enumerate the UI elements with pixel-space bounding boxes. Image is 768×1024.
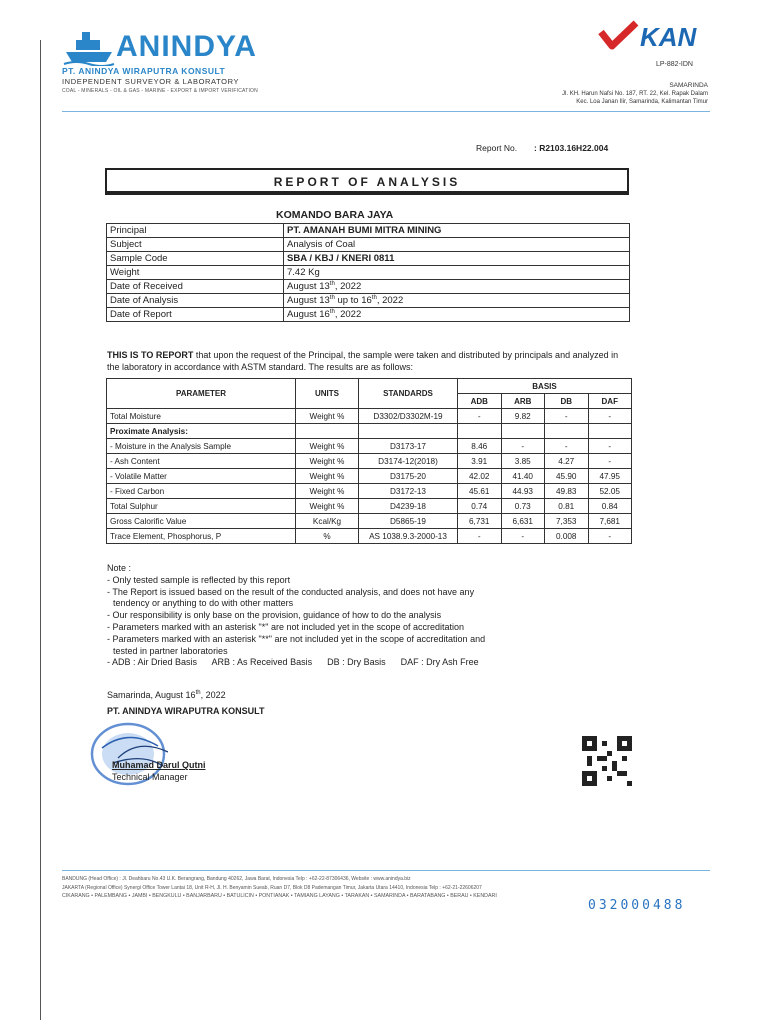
note-line: - Parameters marked with an asterisk "*" are not included yet in the scope of accreditation	[107, 621, 465, 632]
cell-parameter: Total Moisture	[107, 409, 296, 424]
kan-check-icon	[598, 20, 640, 50]
company-tagline: INDEPENDENT SURVEYOR & LABORATORY	[62, 77, 240, 86]
info-row	[107, 238, 630, 252]
cell-arb: 9.82	[501, 409, 545, 424]
note-line: Note :	[107, 563, 132, 573]
section-label: Proximate Analysis:	[107, 424, 296, 439]
cell-parameter: - Volatile Matter	[107, 469, 296, 484]
cell-units: Kcal/Kg	[296, 514, 359, 529]
cell-standard: D3174-12(2018)	[359, 454, 458, 469]
cell-arb: 41.40	[501, 469, 545, 484]
cell-adb: -	[458, 409, 502, 424]
cell-db: 0.008	[545, 529, 589, 544]
report-title: REPORT OF ANALYSIS	[105, 168, 629, 195]
notes-block	[107, 563, 607, 669]
signer-name: Muhamad Darul Qutni	[112, 760, 206, 770]
col-parameter: PARAMETER	[107, 379, 296, 409]
note-line: tendency or anything to do with other matters	[113, 598, 294, 609]
note-line: - ADB : Air Dried Basis ARB : As Received Basis DB : Dry Basis DAF : Dry Ash Free	[107, 657, 479, 668]
cell-parameter: Total Sulphur	[107, 499, 296, 514]
address-city: SAMARINDA	[669, 82, 708, 89]
cell-db: 7,353	[545, 514, 589, 529]
cell-standard: D3175-20	[359, 469, 458, 484]
note-line: tested in partner laboratories	[113, 645, 228, 656]
cell-db: 4.27	[545, 454, 589, 469]
info-label: Sample Code	[107, 252, 284, 266]
cell-daf: 52.05	[588, 484, 632, 499]
note-line: - The Report is issued based on the result of the conducted analysis, and does not have any	[107, 586, 475, 597]
place-date: Samarinda, August 16th, 2022	[107, 690, 226, 700]
address-line2: Kec. Loa Janan Ilir, Samarinda, Kalimantan Timur	[576, 99, 708, 105]
col-standards: STANDARDS	[359, 379, 458, 409]
header-divider	[62, 111, 710, 112]
cell-adb: 0.74	[458, 499, 502, 514]
info-value: August 13th up to 16th, 2022	[284, 294, 630, 308]
cell-daf: -	[588, 529, 632, 544]
address-line1: Jl. KH. Harun Nafsi No. 187, RT. 22, Kel. Rapak Dalam	[562, 91, 708, 97]
info-value: Analysis of Coal	[284, 238, 630, 252]
footer-line2: JAKARTA (Regional Office) Synergi Office Tower Lantai 18, Unit R-H, Jl. H. Benyamin Sueab, Ruan D7, Blok D8 Pademangan Timur, Jakarta Utara 14410, Indonesia Telp : +62-21-22606207	[62, 885, 482, 891]
cell-db: 0.81	[545, 499, 589, 514]
table-row	[107, 469, 632, 484]
cell-standard: AS 1038.9.3-2000-13	[359, 529, 458, 544]
note-line: - Our responsibility is only base on the provision, guidance of how to do the analysis	[107, 610, 442, 621]
cell-db: 49.83	[545, 484, 589, 499]
col-adb: ADB	[458, 394, 502, 409]
page-edge-line	[40, 40, 41, 1020]
cell-units: Weight %	[296, 484, 359, 499]
cell-units: Weight %	[296, 439, 359, 454]
cell-parameter: - Fixed Carbon	[107, 484, 296, 499]
cell-units: Weight %	[296, 469, 359, 484]
cell-adb: -	[458, 529, 502, 544]
company-logo-text: ANINDYA	[116, 30, 257, 63]
cell-units: Weight %	[296, 409, 359, 424]
table-row	[107, 499, 632, 514]
signer-title: Technical Manager	[112, 772, 188, 782]
client-name: KOMANDO BARA JAYA	[276, 209, 394, 221]
cell-arb: -	[501, 439, 545, 454]
col-units: UNITS	[296, 379, 359, 409]
cell-arb: 6,631	[501, 514, 545, 529]
footer-line1: BANDUNG (Head Office) : Jl. Deahbaru No.43 U.K. Berangrang, Bandung 40262, Jawa Barat, Indonesia Telp : +62-22-87306436, Website : www.anindya.biz	[62, 876, 411, 882]
cell-daf: -	[588, 439, 632, 454]
col-daf: DAF	[588, 394, 632, 409]
cell-arb: -	[501, 529, 545, 544]
accreditation-logo: KAN	[640, 22, 697, 52]
intro-paragraph	[107, 349, 627, 373]
info-row	[107, 266, 630, 280]
cell-arb: 0.73	[501, 499, 545, 514]
note-line: - Only tested sample is reflected by this report	[107, 574, 291, 585]
cell-units: Weight %	[296, 454, 359, 469]
info-value: SBA / KBJ / KNERI 0811	[284, 252, 630, 266]
info-row	[107, 280, 630, 294]
cell-db: 45.90	[545, 469, 589, 484]
accreditation-number: LP-882-IDN	[656, 61, 693, 68]
report-number-label: Report No.	[476, 143, 518, 153]
cell-daf: -	[588, 454, 632, 469]
col-basis: BASIS	[458, 379, 632, 394]
results-table	[106, 378, 632, 544]
cell-standard: D5865-19	[359, 514, 458, 529]
cell-arb: 3.85	[501, 454, 545, 469]
company-services: COAL - MINERALS - OIL & GAS - MARINE - EXPORT & IMPORT VERIFICATION	[62, 88, 258, 94]
info-value: August 13th, 2022	[284, 280, 630, 294]
cell-adb: 6,731	[458, 514, 502, 529]
info-value: PT. AMANAH BUMI MITRA MINING	[284, 224, 630, 238]
ship-logo-icon	[62, 26, 116, 66]
cell-parameter: - Moisture in the Analysis Sample	[107, 439, 296, 454]
cell-standard: D3173-17	[359, 439, 458, 454]
footer-divider	[62, 870, 710, 871]
info-row	[107, 294, 630, 308]
info-row	[107, 224, 630, 238]
cell-units: %	[296, 529, 359, 544]
cell-arb: 44.93	[501, 484, 545, 499]
table-row	[107, 514, 632, 529]
sample-info-table	[106, 223, 630, 322]
qr-code-icon	[582, 736, 632, 786]
cell-daf: -	[588, 409, 632, 424]
cell-adb: 45.61	[458, 484, 502, 499]
info-label: Date of Received	[107, 280, 284, 294]
cell-db: -	[545, 409, 589, 424]
table-row	[107, 529, 632, 544]
cell-adb: 8.46	[458, 439, 502, 454]
table-row	[107, 484, 632, 499]
company-signature-name: PT. ANINDYA WIRAPUTRA KONSULT	[107, 706, 265, 716]
info-label: Date of Report	[107, 308, 284, 322]
info-value: August 16th, 2022	[284, 308, 630, 322]
intro-text: that upon the request of the Principal, the sample were taken and distributed by principals and analyzed in the laboratory in accordance with ASTM standard. The results are as follows:	[107, 350, 619, 372]
cell-daf: 47.95	[588, 469, 632, 484]
cell-parameter: - Ash Content	[107, 454, 296, 469]
cell-standard: D3172-13	[359, 484, 458, 499]
info-label: Date of Analysis	[107, 294, 284, 308]
col-arb: ARB	[501, 394, 545, 409]
cell-standard: D3302/D3302M-19	[359, 409, 458, 424]
info-label: Weight	[107, 266, 284, 280]
cell-daf: 0.84	[588, 499, 632, 514]
cell-daf: 7,681	[588, 514, 632, 529]
serial-number: 032000488	[588, 898, 686, 913]
info-row	[107, 308, 630, 322]
company-full-name: PT. ANINDYA WIRAPUTRA KONSULT	[62, 66, 226, 76]
cell-adb: 3.91	[458, 454, 502, 469]
info-value: 7.42 Kg	[284, 266, 630, 280]
table-row	[107, 409, 632, 424]
info-label: Subject	[107, 238, 284, 252]
info-row	[107, 252, 630, 266]
table-row	[107, 454, 632, 469]
footer-line3: CIKARANG • PALEMBANG • JAMBI • BENGKULU • BANJARBARU • BATULICIN • PONTIANAK • TAMIANG LAYANG • TARAKAN • SAMARINDA • BARATABANG • BERAU • KENDARI	[62, 893, 497, 899]
cell-units: Weight %	[296, 499, 359, 514]
note-line: - Parameters marked with an asterisk "**" are not included yet in the scope of accreditation and	[107, 633, 486, 644]
table-row	[107, 439, 632, 454]
cell-standard: D4239-18	[359, 499, 458, 514]
section-row	[107, 424, 632, 439]
report-number: : R2103.16H22.004	[534, 143, 609, 153]
cell-adb: 42.02	[458, 469, 502, 484]
info-label: Principal	[107, 224, 284, 238]
intro-bold: THIS IS TO REPORT	[107, 350, 194, 360]
col-db: DB	[545, 394, 589, 409]
cell-parameter: Trace Element, Phosphorus, P	[107, 529, 296, 544]
cell-db: -	[545, 439, 589, 454]
cell-parameter: Gross Calorific Value	[107, 514, 296, 529]
